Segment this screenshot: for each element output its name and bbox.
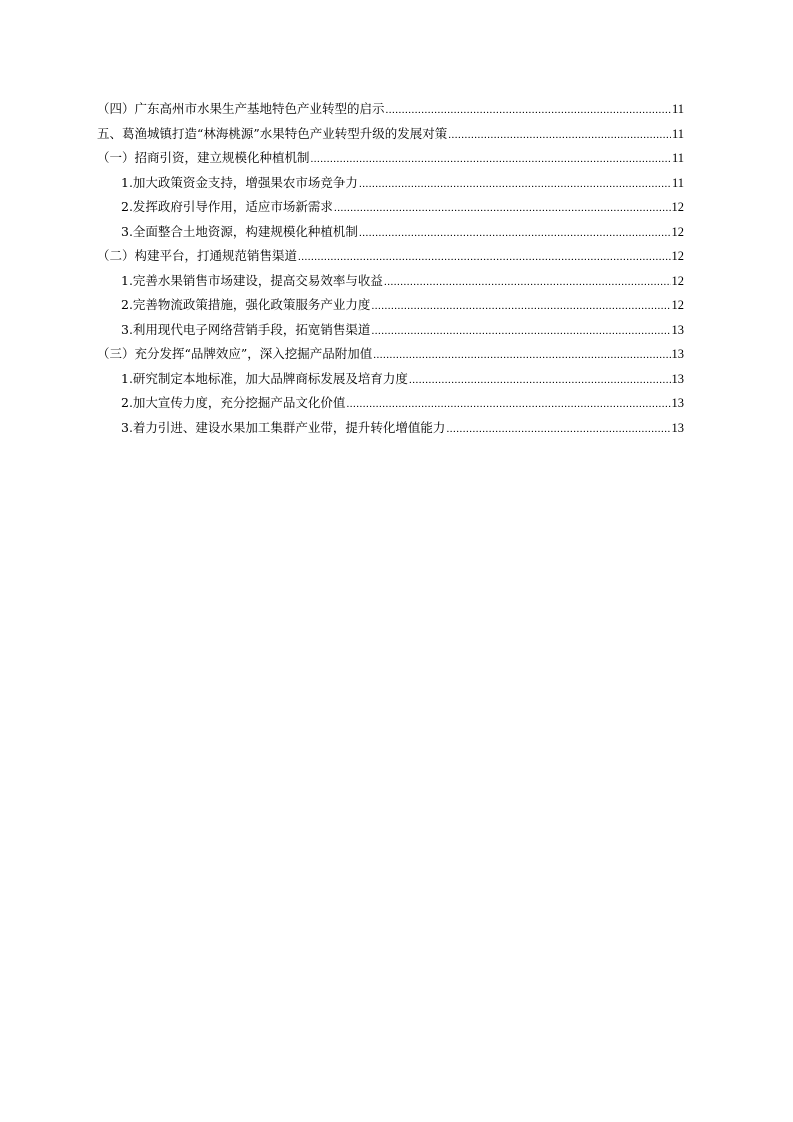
toc-leader-dots	[311, 147, 671, 172]
toc-leader-dots	[373, 343, 670, 368]
toc-entry[interactable]	[97, 195, 684, 220]
toc-entry-title: （二）构建平台，打通规范销售渠道	[97, 248, 298, 263]
toc-entry-title: 3.着力引进、建设水果加工集群产业带，提升转化增值能力	[121, 419, 446, 435]
toc-entry-page: 11	[671, 151, 684, 165]
toc-entry-title: 2.发挥政府引导作用，适应市场新需求	[121, 199, 333, 214]
toc-entry-page: 11	[671, 175, 684, 190]
toc-leader-dots	[448, 123, 671, 148]
toc-entry[interactable]	[97, 97, 684, 122]
toc-entry-title: 2.完善物流政策措施，强化政策服务产业力度	[121, 297, 371, 312]
toc-entry-title: 2.加大宣传力度，充分挖掘产品文化价值	[121, 395, 346, 410]
toc-entry-title: （四）广东高州市水果生产基地特色产业转型的启示	[97, 101, 385, 116]
toc-entry-page: 12	[671, 298, 684, 312]
toc-entry-title: （一）招商引资，建立规模化种植机制	[97, 150, 310, 165]
toc-entry[interactable]	[97, 416, 684, 441]
toc-leader-dots	[409, 368, 671, 393]
toc-entry-page: 12	[671, 273, 684, 288]
toc-entry[interactable]	[97, 220, 684, 245]
toc-entry[interactable]	[97, 244, 684, 269]
toc-entry[interactable]	[97, 391, 684, 416]
toc-leader-dots	[446, 417, 670, 442]
toc-entry-title: 1.完善水果销售市场建设，提高交易效率与收益	[121, 272, 383, 288]
toc-entry-page: 13	[671, 371, 684, 386]
toc-entry-page: 12	[671, 200, 684, 214]
toc-entry[interactable]	[97, 146, 684, 171]
toc-leader-dots	[384, 270, 671, 295]
toc-leader-dots	[371, 319, 670, 344]
toc-entry[interactable]	[97, 171, 684, 196]
toc-entry-title: 五、葛渔城镇打造“林海桃源”水果特色产业转型升级的发展对策	[97, 125, 448, 141]
toc-entry[interactable]	[97, 293, 684, 318]
toc-entry-page: 12	[671, 249, 684, 263]
table-of-contents	[97, 97, 684, 440]
toc-entry-title: 3.全面整合土地资源，构建规模化种植机制	[121, 223, 358, 239]
toc-entry[interactable]	[97, 122, 684, 147]
toc-entry-page: 13	[671, 322, 684, 337]
toc-leader-dots	[346, 392, 670, 417]
toc-entry-page: 13	[671, 347, 684, 361]
toc-entry-title: 3.利用现代电子网络营销手段，拓宽销售渠道	[121, 321, 371, 337]
toc-leader-dots	[386, 98, 671, 123]
toc-leader-dots	[359, 172, 671, 197]
toc-entry-title: 1.加大政策资金支持，增强果农市场竞争力	[121, 174, 358, 190]
toc-entry[interactable]	[97, 318, 684, 343]
toc-entry-title: （三）充分发挥“品牌效应”，深入挖掘产品附加值	[97, 346, 373, 361]
toc-entry-page: 12	[671, 224, 684, 239]
toc-leader-dots	[298, 245, 670, 270]
toc-entry-title: 1.研究制定本地标准，加大品牌商标发展及培育力度	[121, 370, 408, 386]
toc-entry[interactable]	[97, 342, 684, 367]
toc-entry-page: 11	[671, 102, 684, 116]
toc-entry-page: 11	[671, 126, 684, 141]
toc-leader-dots	[371, 294, 670, 319]
toc-leader-dots	[359, 221, 671, 246]
toc-entry[interactable]	[97, 367, 684, 392]
toc-entry-page: 13	[671, 396, 684, 410]
toc-leader-dots	[334, 196, 671, 221]
toc-entry[interactable]	[97, 269, 684, 294]
toc-entry-page: 13	[671, 420, 684, 435]
